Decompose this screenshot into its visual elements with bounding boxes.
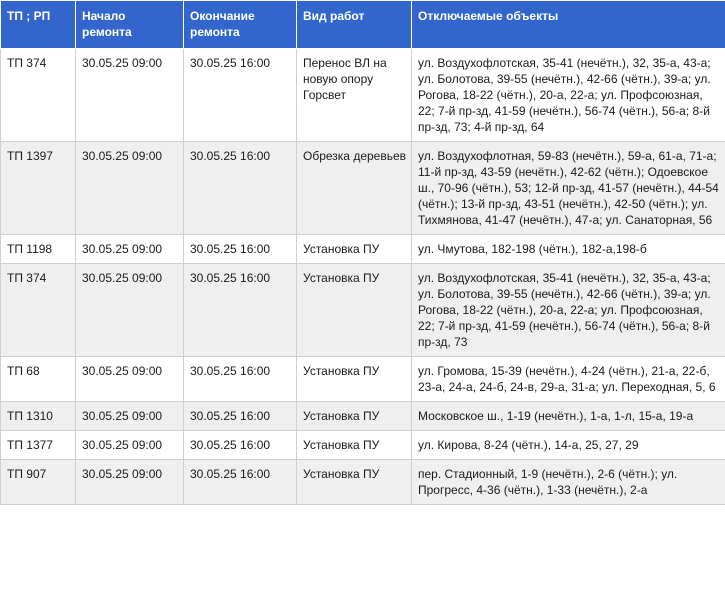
cell-substation: ТП 1198 [1, 235, 76, 264]
cell-end-time: 30.05.25 16:00 [184, 49, 297, 142]
cell-affected-objects: Московское ш., 1-19 (нечётн.), 1-а, 1-л, 15-а, 19-а [412, 402, 725, 431]
table-row [1, 402, 725, 431]
cell-substation: ТП 1310 [1, 402, 76, 431]
cell-work-type: Установка ПУ [297, 357, 412, 402]
cell-end-time: 30.05.25 16:00 [184, 402, 297, 431]
table-row [1, 431, 725, 460]
cell-start-time: 30.05.25 09:00 [76, 49, 184, 142]
cell-end-time: 30.05.25 16:00 [184, 431, 297, 460]
cell-work-type: Установка ПУ [297, 264, 412, 357]
header-row [1, 1, 725, 49]
cell-work-type: Установка ПУ [297, 402, 412, 431]
cell-start-time: 30.05.25 09:00 [76, 142, 184, 235]
table-row [1, 49, 725, 142]
header-substation: ТП ; РП [1, 1, 76, 49]
cell-substation: ТП 1397 [1, 142, 76, 235]
cell-affected-objects: ул. Воздухофлотская, 35-41 (нечётн.), 32, 35-а, 43-а; ул. Болотова, 39-55 (нечётн.), 42-66 (чётн.), 39-а; ул. Рогова, 18-22 (чётн.), 20-а, 22-а; ул. Профсоюзная, 22; 7-й пр-зд, 41-59 (нечётн.), 56-74 (чётн.), 56-а; 8-й пр-зд, 73 [412, 264, 725, 357]
cell-end-time: 30.05.25 16:00 [184, 357, 297, 402]
cell-work-type: Установка ПУ [297, 235, 412, 264]
cell-substation: ТП 1377 [1, 431, 76, 460]
cell-affected-objects: ул. Громова, 15-39 (нечётн.), 4-24 (чётн.), 21-а, 22-б, 23-а, 24-а, 24-б, 24-в, 29-а, 31-а; ул. Переходная, 5, 6 [412, 357, 725, 402]
cell-substation: ТП 68 [1, 357, 76, 402]
header-start-time: Начало ремонта [76, 1, 184, 49]
header-end-time: Окончание ремонта [184, 1, 297, 49]
cell-affected-objects: ул. Воздухофлотская, 35-41 (нечётн.), 32, 35-а, 43-а; ул. Болотова, 39-55 (нечётн.), 42-66 (чётн.), 39-а; ул. Рогова, 18-22 (чётн.), 20-а, 22-а; ул. Профсоюзная, 22; 7-й пр-зд, 41-59 (нечётн.), 56-74 (чётн.), 56-а; 8-й пр-зд, 73; 4-й пр-зд, 64 [412, 49, 725, 142]
cell-end-time: 30.05.25 16:00 [184, 235, 297, 264]
cell-work-type: Перенос ВЛ на новую опору Горсвет [297, 49, 412, 142]
table-row [1, 460, 725, 505]
cell-start-time: 30.05.25 09:00 [76, 357, 184, 402]
cell-start-time: 30.05.25 09:00 [76, 431, 184, 460]
table-row [1, 264, 725, 357]
cell-start-time: 30.05.25 09:00 [76, 402, 184, 431]
cell-affected-objects: ул. Кирова, 8-24 (чётн.), 14-а, 25, 27, 29 [412, 431, 725, 460]
cell-end-time: 30.05.25 16:00 [184, 142, 297, 235]
table-row [1, 357, 725, 402]
cell-substation: ТП 374 [1, 49, 76, 142]
header-affected-objects: Отключаемые объекты [412, 1, 725, 49]
cell-affected-objects: пер. Стадионный, 1-9 (нечётн.), 2-6 (чётн.); ул. Прогресс, 4-36 (чётн.), 1-33 (нечётн.), 2-а [412, 460, 725, 505]
cell-end-time: 30.05.25 16:00 [184, 460, 297, 505]
table-body [1, 49, 725, 505]
cell-work-type: Установка ПУ [297, 431, 412, 460]
cell-work-type: Обрезка деревьев [297, 142, 412, 235]
cell-substation: ТП 907 [1, 460, 76, 505]
cell-start-time: 30.05.25 09:00 [76, 264, 184, 357]
header-work-type: Вид работ [297, 1, 412, 49]
cell-end-time: 30.05.25 16:00 [184, 264, 297, 357]
cell-start-time: 30.05.25 09:00 [76, 460, 184, 505]
cell-affected-objects: ул. Чмутова, 182-198 (чётн.), 182-а,198-б [412, 235, 725, 264]
cell-work-type: Установка ПУ [297, 460, 412, 505]
cell-start-time: 30.05.25 09:00 [76, 235, 184, 264]
table-row [1, 142, 725, 235]
table-header [1, 1, 725, 49]
cell-affected-objects: ул. Воздухофлотная, 59-83 (нечётн.), 59-а, 61-а, 71-а; 11-й пр-зд, 43-59 (нечётн.), 42-62 (чётн.); Одоевское ш., 70-96 (чётн.), 53; 12-й пр-зд, 41-57 (нечётн.), 44-54 (чётн.); 13-й пр-зд, 43-51 (нечётн.), 42-50 (чётн.); ул. Тихмянова, 41-47 (нечётн.), 47-а; ул. Санаторная, 56 [412, 142, 725, 235]
cell-substation: ТП 374 [1, 264, 76, 357]
table-row [1, 235, 725, 264]
